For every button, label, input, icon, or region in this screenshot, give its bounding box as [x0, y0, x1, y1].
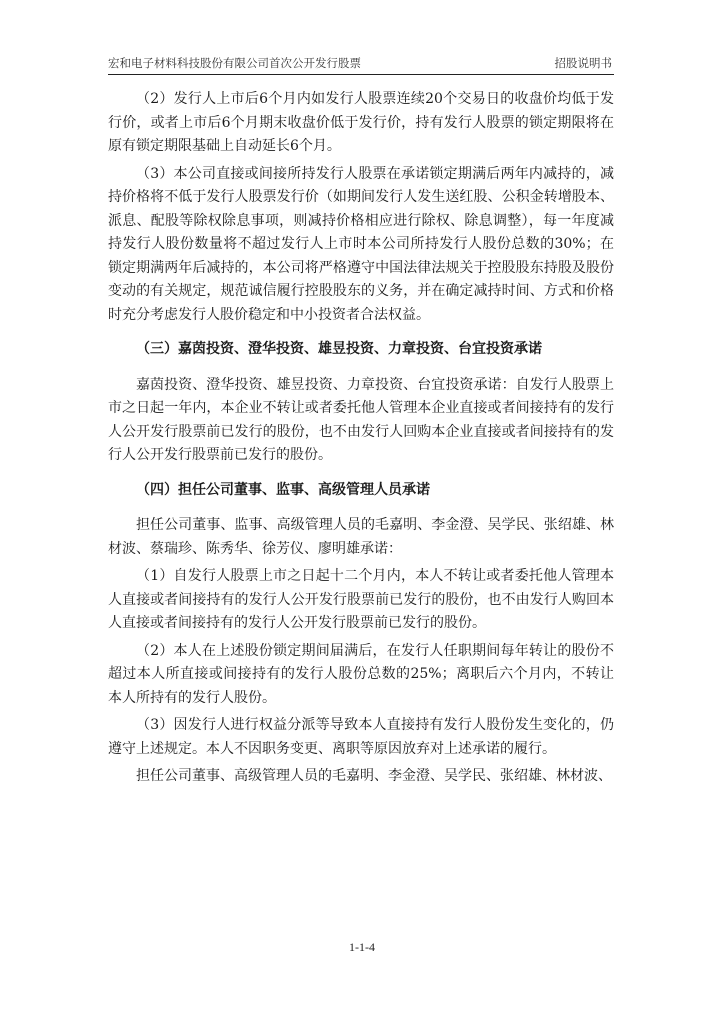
- paragraph-3: 嘉茵投资、澄华投资、雄昱投资、力章投资、台宜投资承诺：自发行人股票上市之日起一年内，本企业不转让或者委托他人管理本企业直接或者间接持有的发行人公开发行股票前已发行的股份，也不由发行人回购本企业直接或者间接持有的发行人公开发行股票前已发行的股份。: [108, 376, 614, 463]
- paragraph-1: （2）发行人上市后6个月内如发行人股票连续20个交易日的收盘价均低于发行价，或者上市后6个月期末收盘价低于发行价，持有发行人股票的锁定期限将在原有锁定期限基础上自动延长6个月。: [108, 91, 614, 154]
- paragraph-8: 担任公司董事、高级管理人员的毛嘉明、李金澄、吴学民、张绍雄、林材波、: [136, 768, 612, 784]
- section-heading-4: （四）担任公司董事、监事、高级管理人员承诺: [136, 481, 430, 498]
- paragraph-6: （2）本人在上述股份锁定期间届满后，在发行人任职期间每年转让的股份不超过本人所直接或间接持有的发行人股份总数的25%；离职后六个月内，不转让本人所持有的发行人股份。: [108, 642, 614, 706]
- page-header: [108, 50, 614, 75]
- paragraph-5: （1）自发行人股票上市之日起十二个月内，本人不转让或者委托他人管理本人直接或者间接持有的发行人公开发行股票前已发行的股份，也不由发行人购回本人直接或者间接持有的发行人公开发行股票前已发行的股份。: [108, 568, 614, 631]
- header-company: 宏和电子材料科技股份有限公司首次公开发行股票: [108, 56, 361, 70]
- section-heading-3: （三）嘉茵投资、澄华投资、雄昱投资、力章投资、台宜投资承诺: [136, 341, 542, 357]
- header-doc-type: 招股说明书: [554, 56, 612, 70]
- paragraph-7: （3）因发行人进行权益分派等导致本人直接持有发行人股份发生变化的，仍遵守上述规定。本人不因职务变更、离职等原因放弃对上述承诺的履行。: [108, 717, 614, 757]
- paragraph-2: （3）本公司直接或间接所持发行人股票在承诺锁定期满后两年内减持的，减持价格将不低于发行人股票发行价（如期间发行人发生送红股、公积金转增股本、派息、配股等除权除息事项，则减持价格相应进行除权、除息调整），每一年度减持发行人股份数量将不超过发行人上市时本公司所持发行人股份总数的30%；在锁定期满两年后减持的，本公司将严格遵守中国法律法规关于控股股东持股及股份变动的有关规定，规范诚信履行控股股东的义务，并在确定减持时间、方式和价格时充分考虑发行人股价稳定和中小投资者合法权益。: [108, 165, 614, 323]
- page-number: 1-1-4: [349, 940, 375, 954]
- paragraph-4: 担任公司董事、监事、高级管理人员的毛嘉明、李金澄、吴学民、张绍雄、林材波、蔡瑞珍、陈秀华、徐芳仪、廖明雄承诺：: [108, 517, 614, 557]
- document-body: [108, 88, 614, 789]
